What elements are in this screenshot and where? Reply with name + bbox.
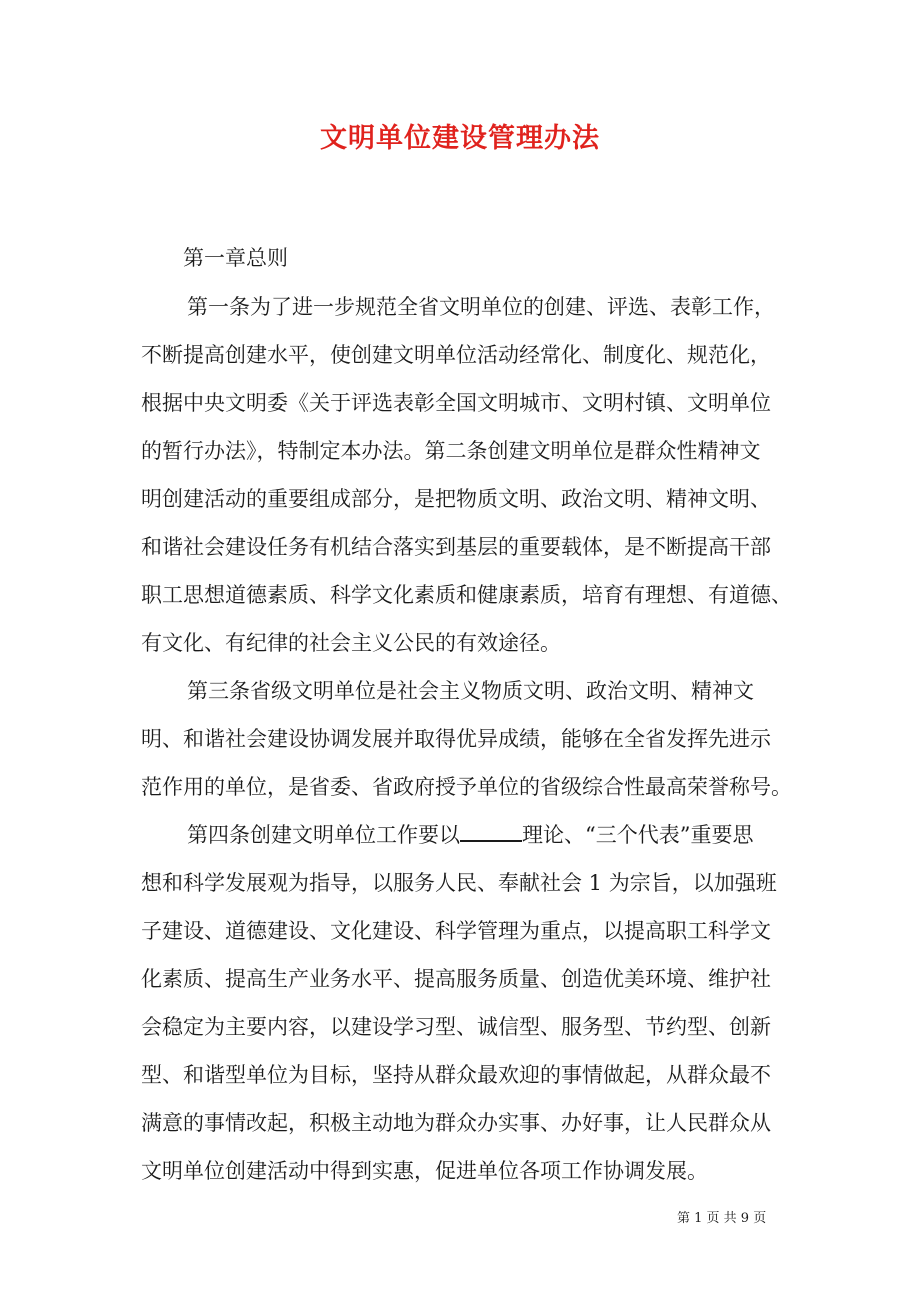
text-line: 不断提高创建水平，使创建文明单位活动经常化、制度化、规范化， <box>141 343 771 367</box>
paragraph-article-4 <box>141 811 781 1195</box>
text-line: 有文化、有纪律的社会主义公民的有效途径。 <box>141 631 561 655</box>
text-line: 会稳定为主要内容，以建设学习型、诚信型、服务型、节约型、创新 <box>141 1015 771 1039</box>
paragraph-article-1-2 <box>141 283 792 667</box>
document-title: 文明单位建设管理办法 <box>320 123 600 154</box>
text-line: 明创建活动的重要组成部分，是把物质文明、政治文明、精神文明、 <box>141 487 771 511</box>
text-line: 满意的事情改起，积极主动地为群众办实事、办好事，让人民群众从 <box>141 1111 771 1135</box>
paragraph-article-3 <box>141 667 792 811</box>
text-line: 的暂行办法》，特制定本办法。第二条创建文明单位是群众性精神文 <box>141 439 761 463</box>
text-line-with-blank <box>141 811 781 859</box>
text-line: 和谐社会建设任务有机结合落实到基层的重要载体，是不断提高干部 <box>141 535 771 559</box>
text-line: 第一条为了进一步规范全省文明单位的创建、评选、表彰工作， <box>187 295 775 319</box>
text-line: 化素质、提高生产业务水平、提高服务质量、创造优美环境、维护社 <box>141 967 771 991</box>
text-line: 想和科学发展观为指导，以服务人民、奉献社会 1 为宗旨，以加强班 <box>141 871 777 895</box>
text-segment: 理论、“三个代表”重要思 <box>522 823 754 847</box>
text-line: 明、和谐社会建设协调发展并取得优异成绩，能够在全省发挥先进示 <box>141 727 771 751</box>
fill-in-blank <box>460 820 522 842</box>
text-segment: 第四条创建文明单位工作要以 <box>187 823 460 847</box>
text-line: 型、和谐型单位为目标，坚持从群众最欢迎的事情做起，从群众最不 <box>141 1063 771 1087</box>
text-line: 根据中央文明委《关于评选表彰全国文明城市、文明村镇、文明单位 <box>141 391 771 415</box>
text-line: 范作用的单位，是省委、省政府授予单位的省级综合性最高荣誉称号。 <box>141 775 792 799</box>
text-line: 子建设、道德建设、文化建设、科学管理为重点，以提高职工科学文 <box>141 919 771 943</box>
chapter-heading: 第一章总则 <box>183 246 288 270</box>
text-line: 第三条省级文明单位是社会主义物质文明、政治文明、精神文 <box>187 679 754 703</box>
text-line: 文明单位创建活动中得到实惠，促进单位各项工作协调发展。 <box>141 1159 708 1183</box>
page-number-footer: 第 1 页 共 9 页 <box>677 1211 767 1226</box>
text-line: 职工思想道德素质、科学文化素质和健康素质，培育有理想、有道德、 <box>141 583 792 607</box>
